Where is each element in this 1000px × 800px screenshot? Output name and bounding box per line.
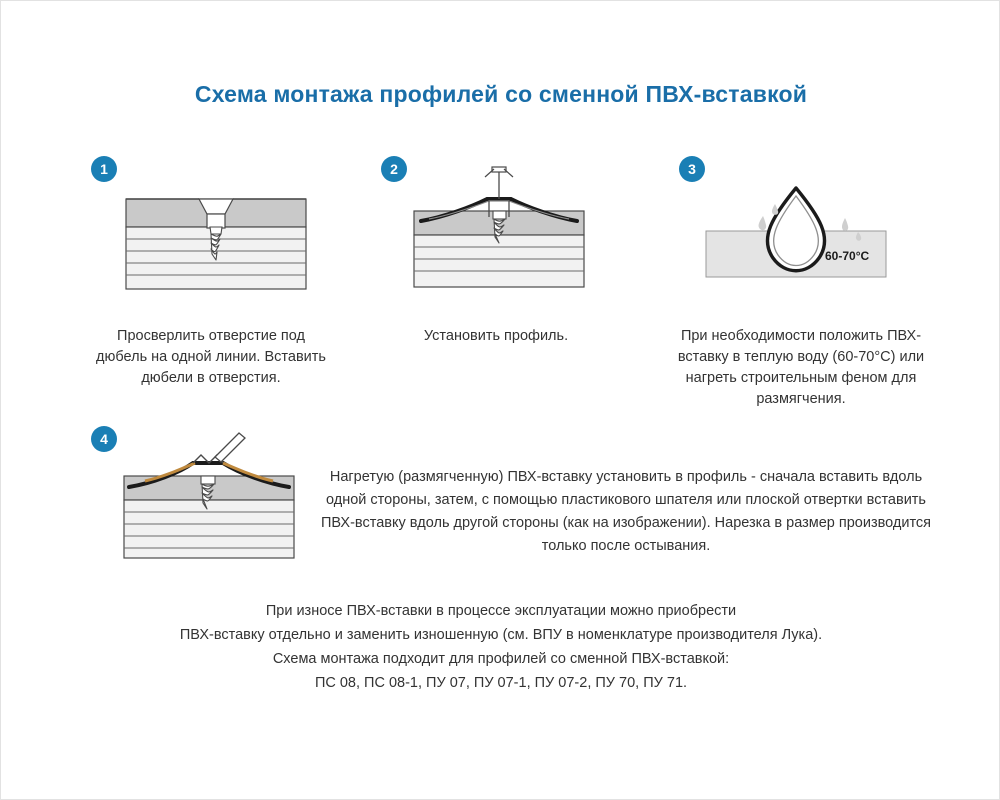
step-badge-3: 3 — [679, 156, 705, 182]
install-profile-icon — [409, 161, 589, 296]
footer-line-2: ПВХ-вставку отдельно и заменить изношенную (см. ВПУ в номенклатуре производителя Лука). — [179, 627, 823, 643]
warm-water-insert-icon — [701, 176, 891, 296]
footer-line-1: При износе ПВХ-вставки в процессе эксплуатации можно приобрести — [265, 603, 737, 619]
step-badge-2: 2 — [381, 156, 407, 182]
footer-line-3: Схема монтажа подходит для профилей со сменной ПВХ-вставкой: — [272, 651, 730, 667]
step-caption-1: Просверлить отверстие под дюбель на одной линии. Вставить дюбели в отверстия. — [96, 328, 326, 386]
footer-note — [1, 599, 1000, 695]
drill-dowel-icon — [121, 196, 311, 306]
step-badge-1: 1 — [91, 156, 117, 182]
step-caption-2: Установить профиль. — [423, 328, 569, 344]
step-badge-4: 4 — [91, 426, 117, 452]
step-caption-4: Нагретую (размягченную) ПВХ-вставку установить в профиль - сначала вставить вдоль одной стороны, затем, с помощью пластикового шпателя или плоской отвертки вставить ПВХ-вставку вдоль другой стороны (как на изображении). Нарезка в размер производится только после остывания. — [320, 469, 932, 554]
footer-line-4: ПС 08, ПС 08-1, ПУ 07, ПУ 07-1, ПУ 07-2, ПУ 70, ПУ 71. — [314, 675, 688, 691]
svg-text:60-70°C: 60-70°C — [825, 249, 870, 263]
step-caption-3: При необходимости положить ПВХ-вставку в теплую воду (60-70°C) или нагреть строительным феном для размягчения. — [677, 328, 925, 407]
page-title: Схема монтажа профилей со сменной ПВХ-вставкой — [194, 81, 808, 107]
insert-pvc-spatula-icon — [119, 431, 299, 571]
